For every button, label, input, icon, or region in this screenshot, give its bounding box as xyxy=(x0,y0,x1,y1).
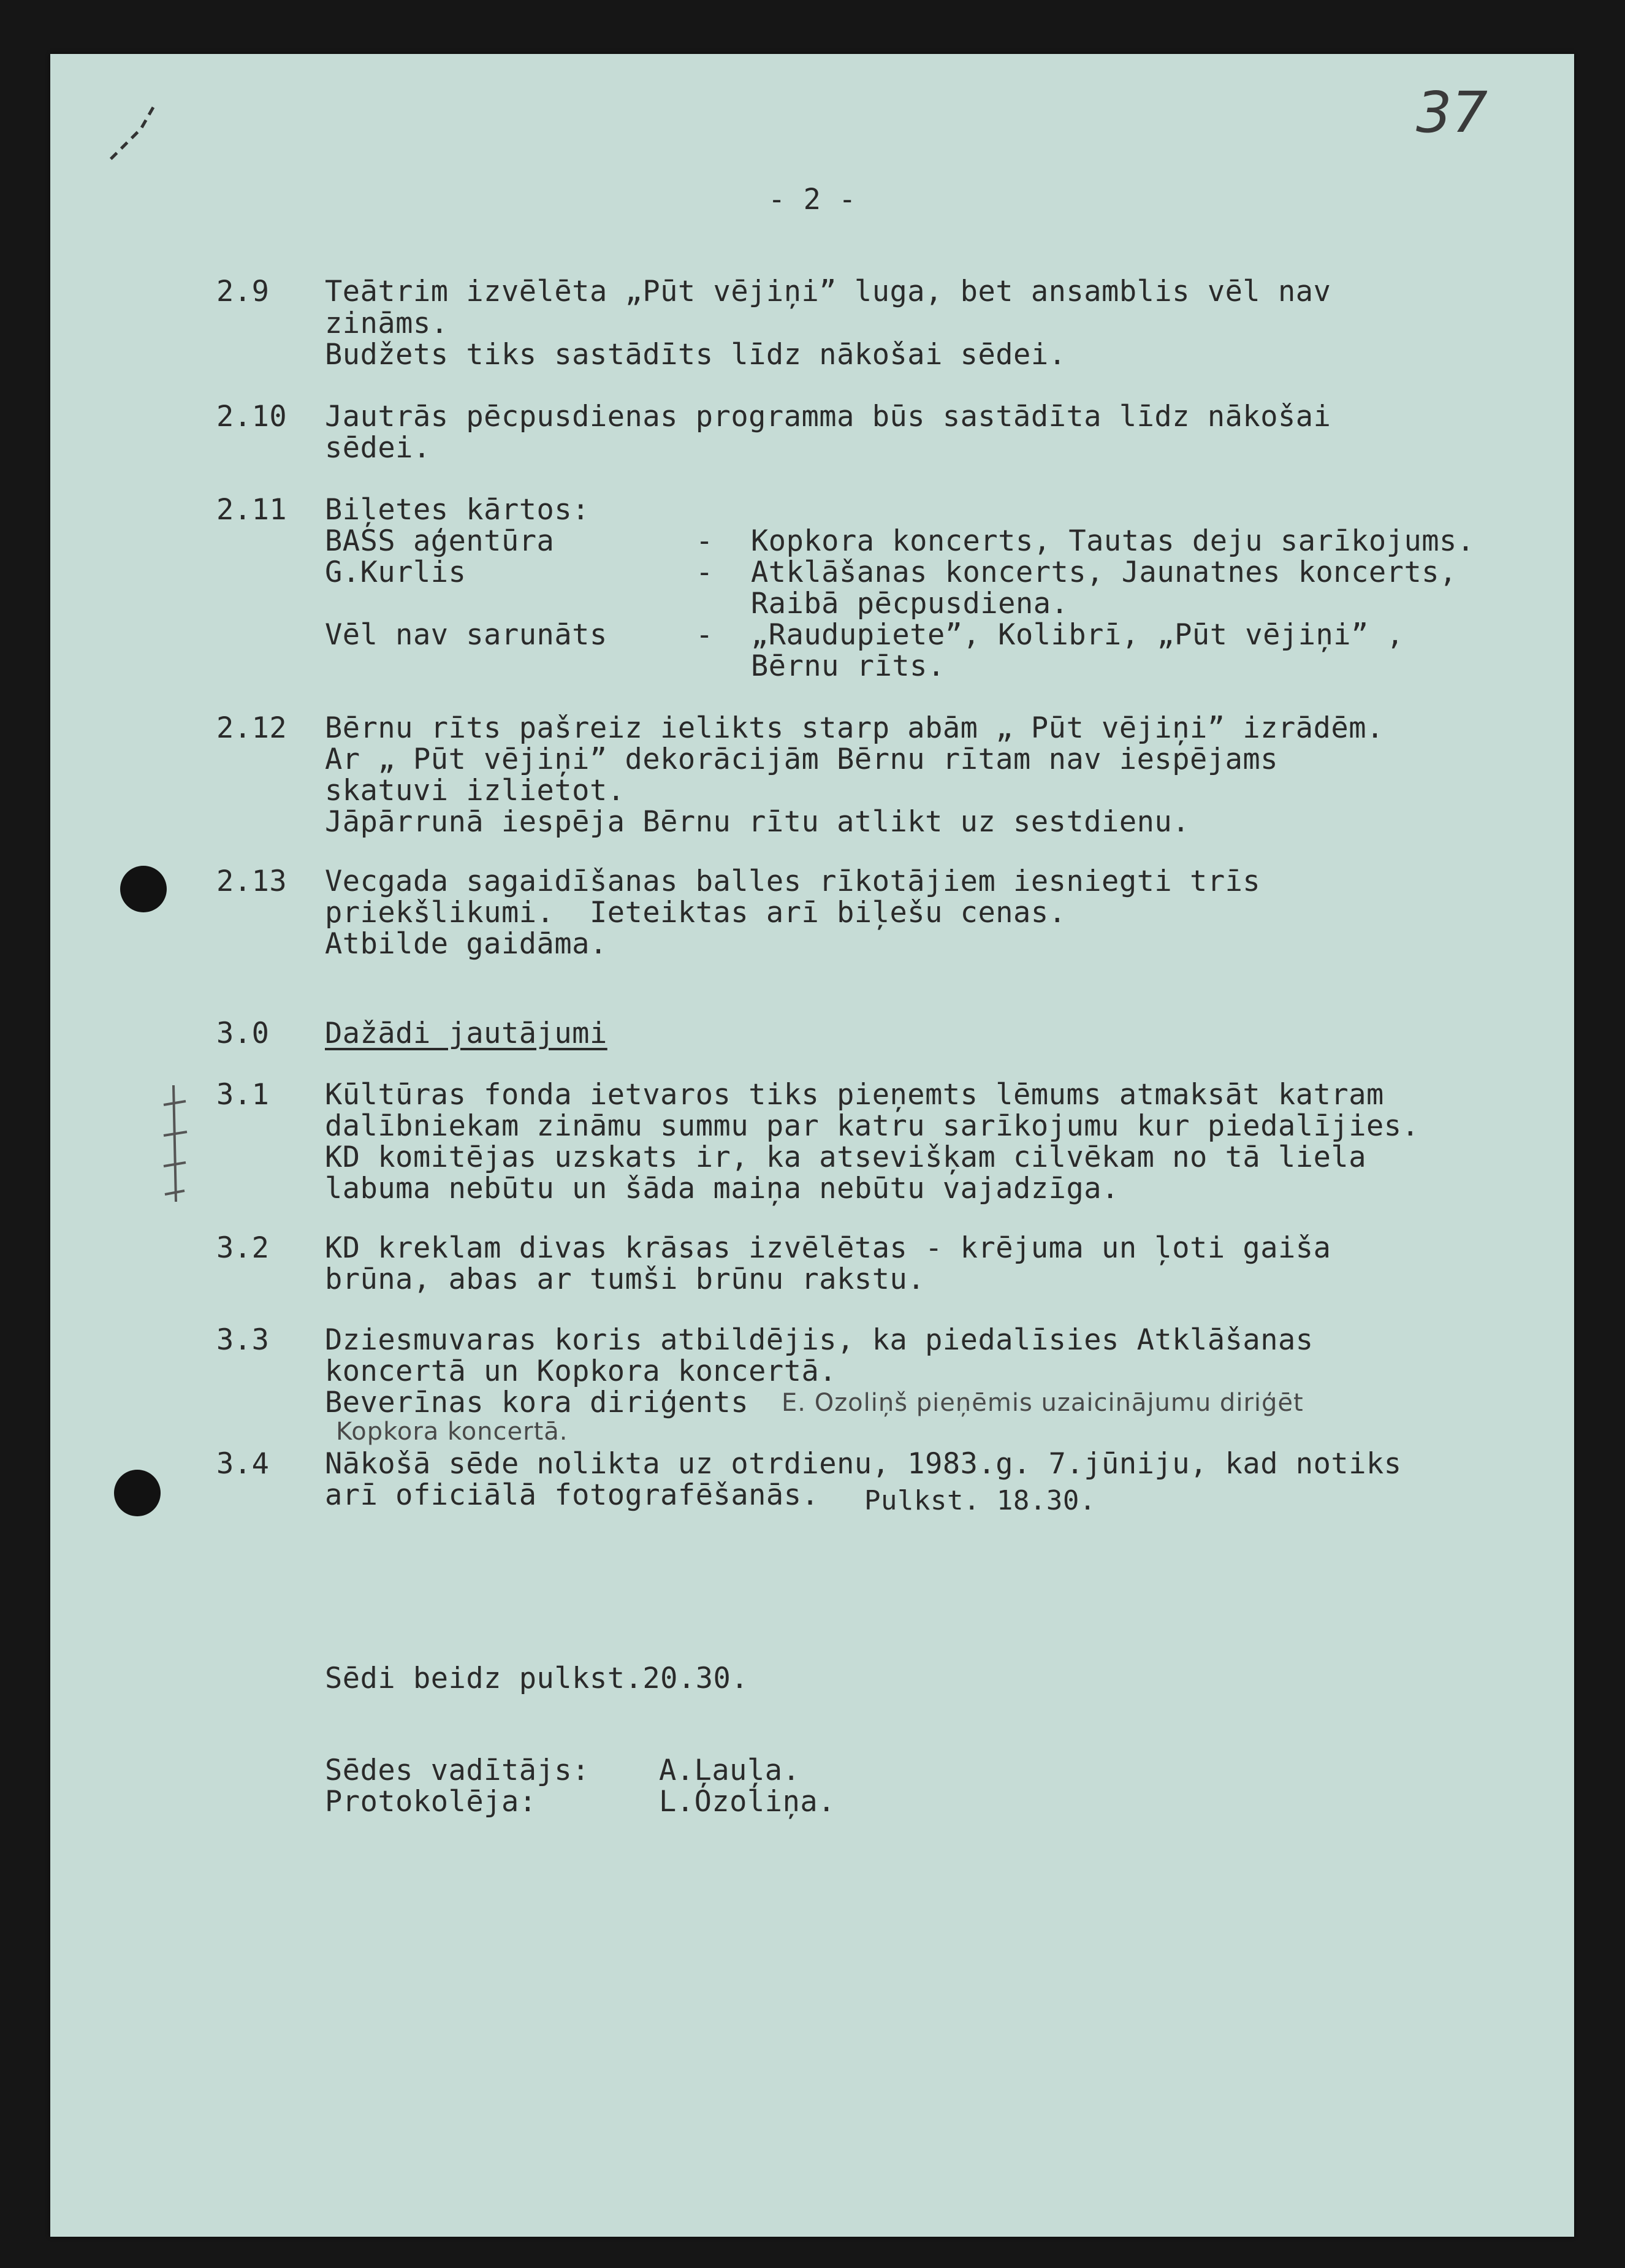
item-text-line: priekšlikumi. Ieteiktas arī biļešu cenas. xyxy=(325,896,1067,930)
signature-name: A.Ļauļa. xyxy=(659,1754,801,1787)
item-text-line: Vecgada sagaidīšanas balles rīkotājiem iesniegti trīs xyxy=(325,865,1261,898)
item-number: 3.3 xyxy=(216,1323,270,1357)
item-text-line: Beverīnas kora diriģents xyxy=(325,1386,749,1419)
item-text-line: brūna, abas ar tumši brūnu rakstu. xyxy=(325,1262,926,1296)
item-text-line: koncertā un Kopkora koncertā. xyxy=(325,1354,837,1388)
ticket-dash: - xyxy=(696,618,714,652)
item-number: 2.11 xyxy=(216,493,287,527)
ticket-events: „Raudupiete”, Kolibrī, „Pūt vējiņi” , xyxy=(751,618,1404,652)
ticket-events: Kopkora koncerts, Tautas deju sarīkojums. xyxy=(751,524,1475,558)
item-text-line: KD komitējas uzskats ir, ka atsevišķam cilvēkam no tā liela xyxy=(325,1140,1366,1174)
ticket-agent: G.Kurlis xyxy=(325,556,466,589)
punch-hole xyxy=(114,1470,161,1516)
signature-role: Protokolēja: xyxy=(325,1785,537,1819)
item-text-line: Atbilde gaidāma. xyxy=(325,927,607,961)
typed-addition: Pulkst. 18.30. xyxy=(864,1485,1096,1516)
item-text-line: KD kreklam divas krāsas izvēlētas - krējuma un ļoti gaiša xyxy=(325,1231,1331,1265)
ticket-events: Raibā pēcpusdiena. xyxy=(751,587,1069,620)
ticket-events: Atklāšanas koncerts, Jaunatnes koncerts, xyxy=(751,556,1457,589)
signature-name: L.Ozoliņa. xyxy=(659,1785,835,1819)
folio-number: 37 xyxy=(1416,80,1488,145)
item-text-line: Dziesmuvaras koris atbildējis, ka piedalīsies Atklāšanas xyxy=(325,1323,1314,1357)
item-text-line: Jāpārrunā iespēja Bērnu rītu atlikt uz sestdienu. xyxy=(325,805,1190,839)
ticket-dash: - xyxy=(696,524,714,558)
margin-mark xyxy=(156,1079,193,1208)
punch-hole xyxy=(120,866,167,912)
item-number: 2.12 xyxy=(216,711,287,745)
item-text-line: Nākošā sēde nolikta uz otrdienu, 1983.g. 7.jūniju, kad notiks xyxy=(325,1447,1402,1481)
item-text-line: arī oficiālā fotografēšanās. xyxy=(325,1478,820,1512)
item-text-line: dalībniekam zināmu summu par katru sarīkojumu kur piedalījies. xyxy=(325,1109,1420,1143)
item-number: 2.10 xyxy=(216,400,287,433)
page-number: - 2 - xyxy=(768,183,856,216)
section-number: 3.0 xyxy=(216,1017,270,1050)
item-text-line: Jautrās pēcpusdienas programma būs sastādīta līdz nākošai xyxy=(325,400,1331,433)
margin-mark xyxy=(86,92,166,172)
item-text-line: Teātrim izvēlēta „Pūt vējiņi” luga, bet ansamblis vēl nav xyxy=(325,275,1331,308)
typed-addition: E. Ozoliņš pieņēmis uzaicinājumu diriģēt xyxy=(782,1389,1304,1417)
item-number: 3.4 xyxy=(216,1447,270,1481)
section-heading: Dažādi jautājumi xyxy=(325,1017,607,1050)
item-number: 3.1 xyxy=(216,1078,270,1112)
item-text-line: labuma nebūtu un šāda maiņa nebūtu vajadzīga. xyxy=(325,1172,1119,1205)
item-text-line: Budžets tiks sastādīts līdz nākošai sēdei. xyxy=(325,338,1067,372)
item-text-line: skatuvi izlietot. xyxy=(325,774,625,808)
item-text-line: zināms. xyxy=(325,307,449,340)
typed-addition: Kopkora koncertā. xyxy=(336,1418,568,1446)
signature-role: Sēdes vadītājs: xyxy=(325,1754,590,1787)
closing-line: Sēdi beidz pulkst.20.30. xyxy=(325,1662,749,1695)
item-text-line: Biļetes kārtos: xyxy=(325,493,590,527)
item-text-line: sēdei. xyxy=(325,431,431,465)
ticket-agent: Vēl nav sarunāts xyxy=(325,618,607,652)
item-number: 3.2 xyxy=(216,1231,270,1265)
item-number: 2.9 xyxy=(216,275,270,308)
ticket-dash: - xyxy=(696,556,714,589)
item-text-line: Kūltūras fonda ietvaros tiks pieņemts lēmums atmaksāt katram xyxy=(325,1078,1384,1112)
item-text-line: Ar „ Pūt vējiņi” dekorācijām Bērnu rītam nav iespējams xyxy=(325,743,1279,776)
ticket-events: Bērnu rīts. xyxy=(751,649,945,683)
item-text-line: Bērnu rīts pašreiz ielikts starp abām „ Pūt vējiņi” izrādēm. xyxy=(325,711,1384,745)
item-number: 2.13 xyxy=(216,865,287,898)
ticket-agent: BASS aģentūra xyxy=(325,524,555,558)
